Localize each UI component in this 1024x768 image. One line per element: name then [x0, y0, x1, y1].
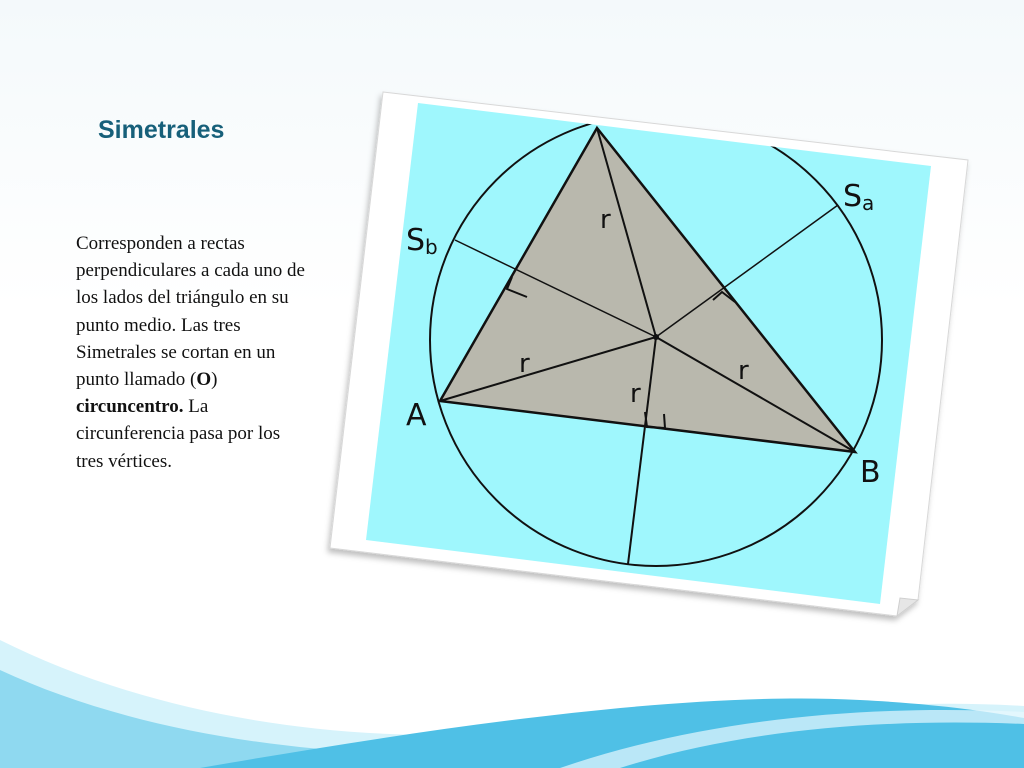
vertex-label-b: B — [860, 455, 881, 490]
bisector-label-sa-sub: a — [862, 191, 875, 215]
radius-label-bottom: r — [630, 379, 641, 409]
bisector-label-sb-letter: S — [406, 223, 426, 258]
slide-title: Simetrales — [98, 116, 225, 144]
body-text-paren: ) — [211, 369, 218, 391]
circumcenter-term: circuncentro. — [76, 396, 184, 418]
bisector-label-sa-letter: S — [843, 179, 863, 214]
circumcenter-letter: O — [196, 369, 212, 391]
radius-label-a: r — [519, 349, 530, 379]
body-text-intro: Corresponden a rectas perpendiculares a cada uno de los lados del triángulo en su punto medio. Las tres Simetrales se cortan en un punto llamado ( — [76, 233, 305, 391]
vertex-label-a: A — [406, 398, 427, 433]
decorative-waves — [0, 600, 1024, 768]
radius-label-b: r — [738, 356, 749, 386]
circumcenter-point — [653, 334, 659, 340]
radius-label-top: r — [600, 205, 611, 235]
body-text-ending: La circunferencia pasa por los tres vértices. — [76, 396, 281, 472]
bisector-label-sb-sub: b — [425, 235, 438, 259]
